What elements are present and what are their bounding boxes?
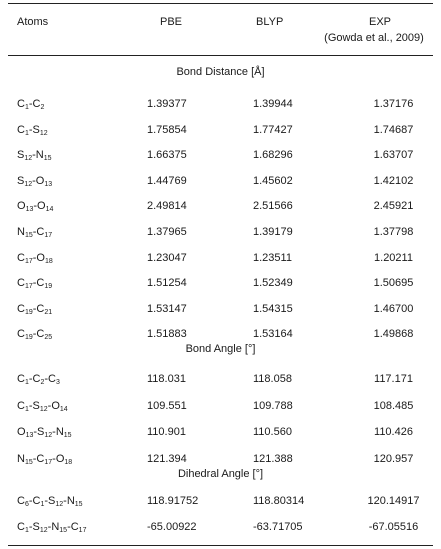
table-top-rule <box>8 3 433 4</box>
blyp-cell: 1.23511 <box>253 251 292 264</box>
blyp-cell: 1.52349 <box>253 277 293 290</box>
pbe-cell: 110.901 <box>147 426 186 438</box>
table-row <box>0 274 441 292</box>
table-row <box>0 172 441 190</box>
section-title-text: Dihedral Angle [°] <box>177 468 264 480</box>
exp-cell: 1.37798 <box>373 226 414 238</box>
atoms-cell: $C_1-C_2-C_3$ <box>17 373 60 386</box>
pbe-cell: -65.00922 <box>147 521 197 533</box>
table-row <box>0 121 441 139</box>
pbe-cell: 1.39377 <box>147 98 187 110</box>
exp-cell: 1.46700 <box>373 302 414 315</box>
blyp-cell: 109.788 <box>253 399 293 412</box>
section-title <box>0 465 441 483</box>
atoms-cell: $C_1-S_{12}$ <box>17 123 48 137</box>
blyp-cell: 110.560 <box>253 426 292 438</box>
atoms-cell: $C_{17}-C_{19}$ <box>17 277 53 291</box>
table-row <box>0 300 441 318</box>
section-title <box>0 63 441 81</box>
pbe-cell: 1.53147 <box>147 302 187 315</box>
exp-cell: 2.45921 <box>373 200 414 213</box>
exp-cell: 117.171 <box>374 373 413 385</box>
blyp-cell: 1.53164 <box>253 328 293 341</box>
table-row <box>0 370 441 388</box>
exp-cell: 1.74687 <box>373 123 414 136</box>
pbe-cell: 1.75854 <box>147 123 187 136</box>
atoms-cell: $N_{15}-C_{17}-O_{18}$ <box>17 452 73 466</box>
blyp-cell: 121.388 <box>253 452 293 465</box>
exp-cell: 1.20211 <box>374 251 413 264</box>
pbe-cell: 1.66375 <box>147 149 187 162</box>
blyp-cell: 1.45602 <box>253 174 293 187</box>
blyp-cell: 118.058 <box>253 373 292 385</box>
section-title-text: Bond Distance [Å] <box>176 66 265 78</box>
header-rule <box>8 55 433 56</box>
pbe-cell: 2.49814 <box>147 200 187 213</box>
table-row <box>0 249 441 267</box>
blyp-cell: 1.54315 <box>253 302 293 315</box>
atoms-cell: $C_{19}-C_{21}$ <box>17 302 53 316</box>
table-row <box>0 492 441 510</box>
pbe-cell: 121.394 <box>147 452 187 465</box>
atoms-cell: $C_{17}-O_{18}$ <box>17 251 53 265</box>
header-atoms: Atoms <box>17 16 49 28</box>
pbe-cell: 1.37965 <box>147 226 187 238</box>
blyp-cell: 1.39944 <box>253 98 293 110</box>
atoms-cell: $C_1-C_2$ <box>17 98 45 111</box>
table-bottom-rule <box>8 545 433 546</box>
pbe-cell: 1.44769 <box>147 174 187 187</box>
pbe-cell: 1.23047 <box>147 251 187 264</box>
exp-cell: 1.42102 <box>373 174 414 187</box>
atoms-cell: $C_6-C_1-S_{12}-N_{15}$ <box>17 495 83 508</box>
atoms-cell: $N_{15}-C_{17}$ <box>17 226 53 239</box>
exp-cell: 1.37176 <box>373 98 414 110</box>
exp-cell: 1.50695 <box>373 277 414 290</box>
pbe-cell: 118.91752 <box>147 495 199 507</box>
blyp-cell: 1.68296 <box>253 149 293 162</box>
header-exp: EXP <box>368 16 391 28</box>
blyp-cell: 1.77427 <box>253 123 293 136</box>
atoms-cell: $S_{12}-N_{15}$ <box>17 149 52 163</box>
blyp-cell: 118.80314 <box>253 495 305 507</box>
blyp-cell: 2.51566 <box>253 200 293 213</box>
table-row <box>0 95 441 113</box>
exp-cell: 110.426 <box>374 426 413 438</box>
blyp-cell: -63.71705 <box>253 521 303 533</box>
table-row <box>0 223 441 241</box>
table-row <box>0 423 441 441</box>
atoms-cell: $O_{13}-O_{14}$ <box>17 200 54 214</box>
exp-cell: 1.63707 <box>373 149 414 162</box>
exp-cell: -67.05516 <box>368 521 419 533</box>
pbe-cell: 1.51883 <box>147 328 187 341</box>
exp-cell: 1.49868 <box>373 328 414 341</box>
header-blyp: BLYP <box>256 16 284 28</box>
section-title <box>0 340 441 358</box>
table-row <box>0 397 441 415</box>
pbe-cell: 118.031 <box>147 373 186 385</box>
pbe-cell: 1.51254 <box>147 277 187 290</box>
exp-cell: 120.957 <box>373 452 414 465</box>
exp-cell: 108.485 <box>373 399 414 412</box>
header-pbe: PBE <box>160 16 183 28</box>
blyp-cell: 1.39179 <box>253 226 293 238</box>
atoms-cell: $C_{19}-C_{25}$ <box>17 328 53 342</box>
atoms-cell: $O_{13}-S_{12}-N_{15}$ <box>17 426 72 439</box>
pbe-cell: 109.551 <box>147 399 187 412</box>
atoms-cell: $C_1-S_{12}-N_{15}-C_{17}$ <box>17 521 87 534</box>
table-row <box>0 518 441 536</box>
section-title-text: Bond Angle [°] <box>185 343 256 355</box>
table-row <box>0 197 441 215</box>
exp-cell: 120.14917 <box>367 495 420 507</box>
table-row <box>0 146 441 164</box>
header-exp-reference: (Gowda et al., 2009) <box>324 32 424 44</box>
atoms-cell: $C_1-S_{12}-O_{14}$ <box>17 399 68 413</box>
atoms-cell: $S_{12}-O_{13}$ <box>17 174 53 188</box>
